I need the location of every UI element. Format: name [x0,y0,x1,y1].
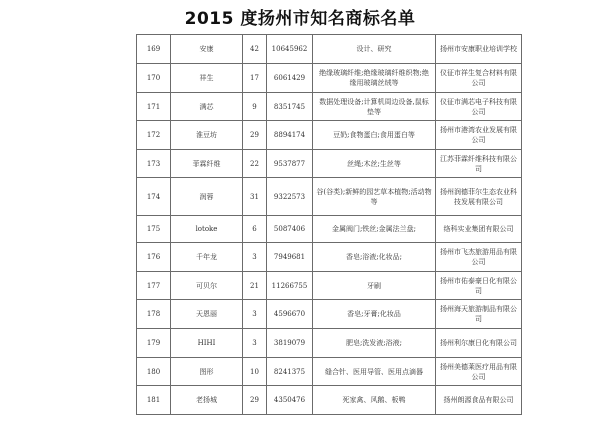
row-number: 178 [137,300,171,329]
goods-services: 谷(谷类);新鲜的园艺草本植物;活动物等 [313,178,436,216]
row-number: 172 [137,121,171,150]
goods-services: 香皂;浴液;化妆品; [313,243,436,272]
registrant: 扬州市飞杰旅游用品有限公司 [436,243,522,272]
registration-number: 9537877 [267,150,313,178]
goods-services: 绝缘玻璃纤维;绝缘玻璃纤维织物;绝缘用玻璃丝绒等 [313,64,436,93]
row-number: 174 [137,178,171,216]
class-number: 6 [243,216,267,243]
trademark-name: 淮豆坊 [171,121,243,150]
registration-number: 11266755 [267,272,313,300]
goods-services: 肥皂;洗发液;浴液; [313,329,436,358]
registrant: 扬州利尔康日化有限公司 [436,329,522,358]
class-number: 17 [243,64,267,93]
table-row [137,150,522,178]
class-number: 31 [243,178,267,216]
registrant: 扬州美德莱医疗用品有限公司 [436,358,522,386]
class-number: 3 [243,243,267,272]
class-number: 3 [243,329,267,358]
class-number: 3 [243,300,267,329]
trademark-name: 图形 [171,358,243,386]
registration-number: 8241375 [267,358,313,386]
trademark-name: 菲霖纤维 [171,150,243,178]
row-number: 181 [137,386,171,415]
row-number: 175 [137,216,171,243]
goods-services: 缝合针、医用导管、医用点滴器 [313,358,436,386]
trademark-name: HIHI [171,329,243,358]
trademark-table [136,34,522,415]
trademark-name: 天恩丽 [171,300,243,329]
registration-number: 3819079 [267,329,313,358]
registration-number: 10645962 [267,35,313,64]
trademark-name: 安康 [171,35,243,64]
registrant: 络科实业集团有限公司 [436,216,522,243]
registrant: 扬州市佑泰豪日化有限公司 [436,272,522,300]
class-number: 22 [243,150,267,178]
goods-services: 金属阀门;铁丝;金属法兰盘; [313,216,436,243]
document-title: 2015 度扬州市知名商标名单 [184,9,416,29]
registrant: 江苏菲霖纤维科技有限公司 [436,150,522,178]
registration-number: 9322573 [267,178,313,216]
registration-number: 4350476 [267,386,313,415]
trademark-name: 千年龙 [171,243,243,272]
row-number: 176 [137,243,171,272]
registrant: 仪征市满芯电子科技有限公司 [436,93,522,121]
goods-services: 设计、研究 [313,35,436,64]
registration-number: 8351745 [267,93,313,121]
table-row [137,178,522,216]
class-number: 29 [243,121,267,150]
registrant: 仪征市祥生复合材料有限公司 [436,64,522,93]
table-row [137,329,522,358]
registrant: 扬州海天旅游制品有限公司 [436,300,522,329]
row-number: 169 [137,35,171,64]
goods-services: 豆奶;食物蛋白;食用蛋白等 [313,121,436,150]
row-number: 170 [137,64,171,93]
registrant: 扬州润德菲尔生态农业科技发展有限公司 [436,178,522,216]
row-number: 171 [137,93,171,121]
trademark-name: 润蓉 [171,178,243,216]
registrant: 扬州朗源食品有限公司 [436,386,522,415]
registration-number: 6061429 [267,64,313,93]
registration-number: 5087406 [267,216,313,243]
table-row [137,35,522,64]
table-row [137,272,522,300]
row-number: 177 [137,272,171,300]
goods-services: 数据处理设备;计算机周边设备,鼠标垫等 [313,93,436,121]
class-number: 10 [243,358,267,386]
table-row [137,93,522,121]
class-number: 21 [243,272,267,300]
class-number: 29 [243,386,267,415]
trademark-name: 满芯 [171,93,243,121]
table-row [137,121,522,150]
class-number: 42 [243,35,267,64]
goods-services: 死家禽、风鹅、板鸭 [313,386,436,415]
trademark-name: 祥生 [171,64,243,93]
goods-services: 香皂;牙膏;化妆品 [313,300,436,329]
registrant: 扬州市港湾农业发展有限公司 [436,121,522,150]
trademark-name: 可贝尔 [171,272,243,300]
row-number: 179 [137,329,171,358]
trademark-name: lotoke [171,216,243,243]
table-row [137,386,522,415]
row-number: 173 [137,150,171,178]
table-row [137,64,522,93]
table-row [137,243,522,272]
row-number: 180 [137,358,171,386]
table-row [137,358,522,386]
registration-number: 7949681 [267,243,313,272]
registration-number: 4596670 [267,300,313,329]
goods-services: 牙刷 [313,272,436,300]
table-row [137,300,522,329]
registrant: 扬州市安康职业培训学校 [436,35,522,64]
trademark-name: 老扬城 [171,386,243,415]
table-row [137,216,522,243]
registration-number: 8894174 [267,121,313,150]
goods-services: 丝绳;木丝;生丝等 [313,150,436,178]
class-number: 9 [243,93,267,121]
